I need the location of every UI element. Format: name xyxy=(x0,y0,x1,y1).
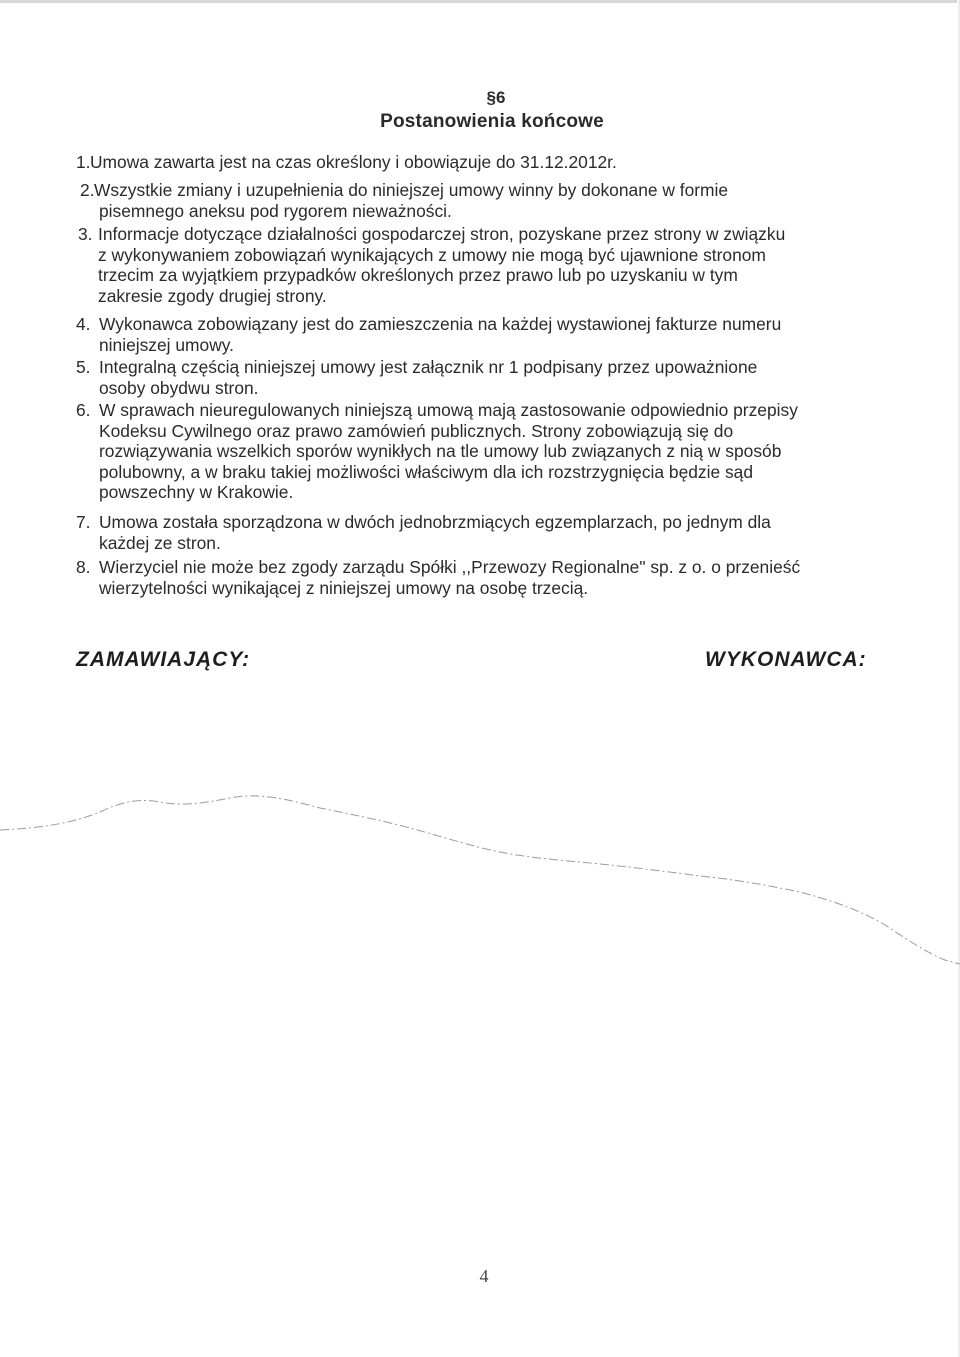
clause-line: niniejszej umowy. xyxy=(99,334,234,355)
clause-line: wierzytelności wynikającej z niniejszej umowy na osobę trzecią. xyxy=(99,577,589,598)
clause-line: pisemnego aneksu pod rygorem nieważności. xyxy=(99,200,452,221)
clause-line: Wykonawca zobowiązany jest do zamieszczenia na każdej wystawionej fakturze numeru xyxy=(99,314,782,334)
clause-line: każdej ze stron. xyxy=(99,532,221,553)
clause-line: powszechny w Krakowie. xyxy=(99,482,294,503)
torn-paper-edge xyxy=(0,780,960,980)
clause-line: zakresie zgody drugiej strony. xyxy=(98,285,327,306)
clause-number: 6. xyxy=(76,400,91,420)
clause-3 xyxy=(78,224,785,306)
clause-8 xyxy=(76,557,800,598)
clause-number: 4. xyxy=(76,314,91,334)
clause-2 xyxy=(80,180,728,221)
clause-line: Integralną częścią niniejszej umowy jest załącznik nr 1 podpisany przez upoważnione xyxy=(99,357,758,377)
scan-edge-top xyxy=(0,0,960,3)
clause-line: Wierzyciel nie może bez zgody zarządu Spółki ,,Przewozy Regionalne" sp. z o. o przenieść xyxy=(99,557,801,577)
signature-label-contractor: WYKONAWCA: xyxy=(705,648,867,671)
clause-line: Umowa zawarta jest na czas określony i obowiązuje do 31.12.2012r. xyxy=(90,152,617,172)
clause-line: z wykonywaniem zobowiązań wynikających z umowy nie mogą być ujawnione stronom xyxy=(98,244,766,265)
section-number: §6 xyxy=(486,88,506,107)
clause-line: polubowny, a w braku takiej możliwości właściwym dla ich rozstrzygnięcia będzie sąd xyxy=(99,461,754,482)
clause-line: Umowa została sporządzona w dwóch jednobrzmiących egzemplarzach, po jednym dla xyxy=(99,512,771,532)
clause-line: Kodeksu Cywilnego oraz prawo zamówień publicznych. Strony zobowiązują się do xyxy=(99,420,734,441)
clause-4 xyxy=(76,314,781,355)
clause-1 xyxy=(76,152,617,173)
signature-label-ordering-party: ZAMAWIAJĄCY: xyxy=(76,648,251,671)
clause-number: 3. xyxy=(78,224,93,244)
page-number: 4 xyxy=(479,1266,489,1286)
clause-number: 7. xyxy=(76,512,91,532)
clause-line: W sprawach nieuregulowanych niniejszą umową mają zastosowanie odpowiednio przepisy xyxy=(99,400,798,420)
clause-6 xyxy=(76,400,798,503)
clause-line: osoby obydwu stron. xyxy=(99,377,259,398)
clause-line: Wszystkie zmiany i uzupełnienia do niniejszej umowy winny by dokonane w formie xyxy=(94,180,729,200)
clause-line: Informacje dotyczące działalności gospodarczej stron, pozyskane przez strony w związku xyxy=(98,224,786,244)
clause-line: trzecim za wyjątkiem przypadków określonych przez prawo lub po uzyskaniu w tym xyxy=(98,265,738,286)
clause-number: 8. xyxy=(76,557,91,577)
clause-line: rozwiązywania wszelkich sporów wynikłych na tle umowy lub związanych z nią w sposób xyxy=(99,441,782,462)
clause-number: 2. xyxy=(80,180,95,200)
section-title: Postanowienia końcowe xyxy=(380,111,604,132)
clause-number: 1. xyxy=(76,152,91,172)
clause-5 xyxy=(76,357,757,398)
clause-number: 5. xyxy=(76,357,91,377)
clause-7 xyxy=(76,512,771,553)
